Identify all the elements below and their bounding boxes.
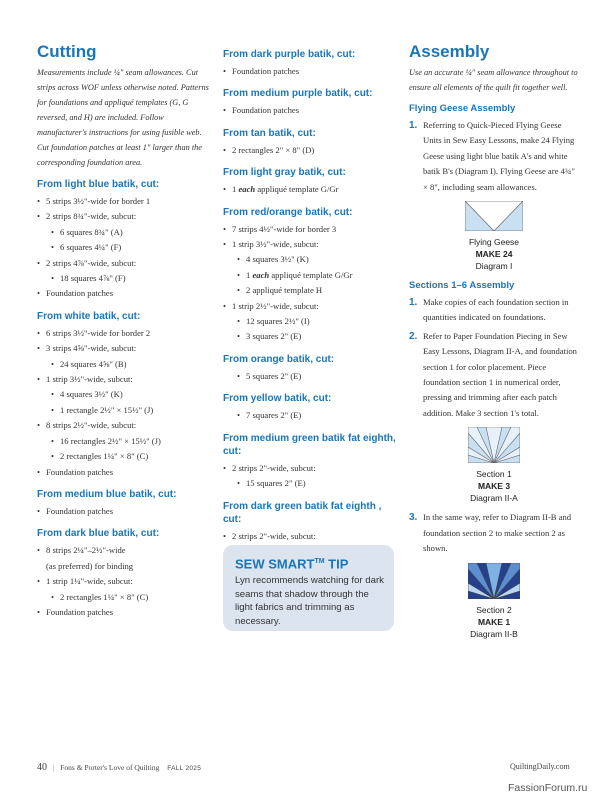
cut-item: • 1 strip 2½"-wide, subcut:	[223, 299, 400, 314]
cut-group-heading: From red/orange batik, cut:	[223, 206, 353, 218]
cut-item: • 8 strips 2½"-wide, subcut:	[37, 418, 212, 433]
cut-item: (as preferred) for binding	[46, 560, 134, 571]
cut-item: • 7 squares 2" (E)	[223, 408, 400, 423]
cut-item: • 24 squares 4⅝" (B)	[37, 357, 212, 372]
cutting-column	[37, 40, 212, 620]
cut-item: • 2 rectangles 2" × 8" (D)	[223, 143, 400, 158]
cut-item: • Foundation patches	[37, 286, 212, 301]
diagram-make: MAKE 3	[477, 481, 511, 492]
cut-list	[223, 222, 400, 345]
cut-item: • 12 squares 2½" (I)	[223, 314, 400, 329]
sew-smart-tip	[223, 545, 394, 631]
tip-title: SEW SMART™ TIP	[235, 556, 349, 572]
issue: FALL 2025	[167, 765, 202, 772]
cut-list	[37, 194, 212, 302]
flying-geese-heading: Flying Geese Assembly	[409, 103, 516, 114]
cut-list	[37, 504, 212, 519]
step-item: 1. Make copies of each foundation section in quantities indicated on foundations.	[409, 297, 569, 323]
cutting-groups	[37, 178, 212, 620]
cut-item: • 5 strips 3½"-wide for border 1	[37, 194, 212, 209]
cut-item: • Foundation patches	[37, 605, 212, 620]
cut-group-heading: From light blue batik, cut:	[37, 179, 160, 190]
footer-left: 40 | Fons & Porter's Love of Quilting FALL 2025	[37, 762, 202, 773]
cut-item: • 6 squares 4¼" (F)	[37, 240, 212, 255]
cut-item: • 2 appliqué template H	[223, 283, 400, 298]
cut-item: • 2 strips 4⅞"-wide, subcut:	[37, 256, 212, 271]
cut-list	[37, 543, 212, 620]
cut-item: • 16 rectangles 2½" × 15½" (J)	[37, 434, 212, 449]
cut-item: • 1 strip 3½"-wide, subcut:	[37, 372, 212, 387]
cutting-intro: Measurements include ¼" seam allowances. Cut strips across WOF unless otherwise noted. Patterns for foundations and appliqué templates (G, G reversed, and H) are included. Follow manufacturer's instructions for using fusible web. Cut foundation patches at least 1" larger than the corresponding foundation area.	[37, 68, 209, 167]
cut-list	[223, 408, 400, 423]
diagram-make: MAKE 24	[475, 249, 513, 260]
diagram-label: Flying Geese	[468, 237, 520, 248]
assembly-intro: Use an accurate ¼" seam allowance throughout to ensure all elements of the quilt fit together well.	[409, 68, 578, 92]
diagram-flying-geese	[409, 201, 579, 272]
assembly-column	[409, 40, 579, 646]
publication: Fons & Porter's Love of Quilting	[60, 763, 160, 772]
sections-steps-2	[409, 510, 579, 556]
cut-item: • 15 squares 2" (E)	[223, 476, 400, 491]
cut-group-heading: From orange batik, cut:	[223, 353, 335, 365]
cut-item: • 4 squares 3½" (K)	[37, 387, 212, 402]
step-item: 1. Referring to Quick-Pieced Flying Geese Units in Sew Easy Lessons, make 24 Flying Geese using light blue batik A's and white batik B's (Diagram I). Flying Geese are 4¾" × 8", including seam allowances.	[409, 120, 575, 192]
diagram-make: MAKE 1	[477, 616, 511, 627]
cut-group-heading: From medium blue batik, cut:	[37, 488, 177, 500]
cut-item: • 7 strips 4½"-wide for border 3	[223, 222, 400, 237]
diagram-label: Section 1	[476, 469, 512, 480]
step-item: 2. Refer to Paper Foundation Piecing in Sew Easy Lessons, Diagram II-A, and foundation section 1 for color placement. Piece foundation section 1 in numerical order, pressing and trimming after each patch addition. Make 3 section 1's total.	[409, 330, 577, 418]
cut-list	[223, 143, 400, 158]
diagram-section-2	[409, 563, 579, 640]
tip-text: Lyn recommends watching for dark seams that shadow through the light fabrics and trimming as necessary.	[235, 575, 384, 627]
section-2-illustration	[468, 563, 520, 599]
diagram-label: Section 2	[476, 604, 512, 615]
cut-group-heading: From light gray batik, cut:	[223, 167, 346, 179]
cut-item: • Foundation patches	[223, 64, 400, 79]
diagram-caption: Diagram I	[475, 261, 513, 272]
cut-item: • Foundation patches	[37, 504, 212, 519]
cut-group-heading: From white batik, cut:	[37, 310, 141, 322]
page-number: 40	[37, 762, 47, 773]
cut-item: • 2 strips 8¾"-wide, subcut:	[37, 209, 212, 224]
cut-item: • 3 squares 2" (E)	[223, 329, 400, 344]
cut-item: • 1 each appliqué template G/Gr	[223, 268, 400, 283]
assembly-title: Assembly	[409, 42, 490, 61]
cut-item: • 3 strips 4⅝"-wide, subcut:	[37, 341, 212, 356]
cut-group-heading: From yellow batik, cut:	[223, 393, 332, 405]
cut-item: • 18 squares 4⅞" (F)	[37, 271, 212, 286]
cut-list	[223, 461, 400, 492]
sections-heading: Sections 1–6 Assembly	[409, 280, 515, 292]
cut-item: • 4 squares 3½" (K)	[223, 252, 400, 267]
cut-group-heading: From medium green batik fat eighth, cut:	[223, 432, 396, 457]
cut-item: • 2 strips 2"-wide, subcut:	[223, 529, 400, 544]
diagram-caption: Diagram II-A	[470, 493, 518, 504]
step-item: 3. In the same way, refer to Diagram II-B and foundation section 2 to make section 2 as shown.	[409, 512, 572, 554]
cut-item: • 2 strips 2"-wide, subcut:	[223, 461, 400, 476]
cut-list	[223, 182, 400, 197]
cutting-title: Cutting	[37, 42, 97, 61]
cut-item: • 8 strips 2¼"–2½"-wide	[37, 543, 212, 558]
sections-steps	[409, 295, 579, 421]
cut-item: • 2 rectangles 1¼" × 8" (C)	[37, 590, 212, 605]
flying-geese-illustration	[465, 201, 523, 231]
cutting-column-2	[223, 40, 400, 559]
cut-item: • 6 strips 3½"-wide for border 2	[37, 326, 212, 341]
cut-item: • 1 strip 1¼"-wide, subcut:	[37, 574, 212, 589]
cut-group-heading: From medium purple batik, cut:	[223, 88, 373, 100]
cut-item: • 1 strip 3½"-wide, subcut:	[223, 237, 400, 252]
cut-item: • Foundation patches	[223, 103, 400, 118]
flying-geese-steps	[409, 118, 579, 195]
cut-list	[223, 369, 400, 384]
cut-list	[223, 103, 400, 118]
cut-item: • 6 squares 8¾" (A)	[37, 225, 212, 240]
cut-list	[223, 64, 400, 79]
footer-site: QuiltingDaily.com	[510, 762, 570, 771]
cut-item: • 1 rectangle 2½" × 15½" (J)	[37, 403, 212, 418]
cut-group-heading: From dark blue batik, cut:	[37, 528, 160, 540]
watermark: FassionForum.ru	[508, 782, 588, 794]
section-1-illustration	[468, 427, 520, 463]
diagram-caption: Diagram II-B	[470, 628, 518, 639]
cut-group-heading: From tan batik, cut:	[223, 127, 316, 139]
cutting-groups-2	[223, 48, 400, 559]
cut-item: • 2 rectangles 1¼" × 8" (C)	[37, 449, 212, 464]
diagram-section-1	[409, 427, 579, 504]
cut-item: • 5 squares 2" (E)	[223, 369, 400, 384]
cut-group-heading: From dark green batik fat eighth , cut:	[223, 500, 382, 525]
cut-item: • Foundation patches	[37, 465, 212, 480]
cut-group-heading: From dark purple batik, cut:	[223, 49, 356, 60]
cut-item: • 1 each appliqué template G/Gr	[223, 182, 400, 197]
cut-list	[37, 326, 212, 480]
